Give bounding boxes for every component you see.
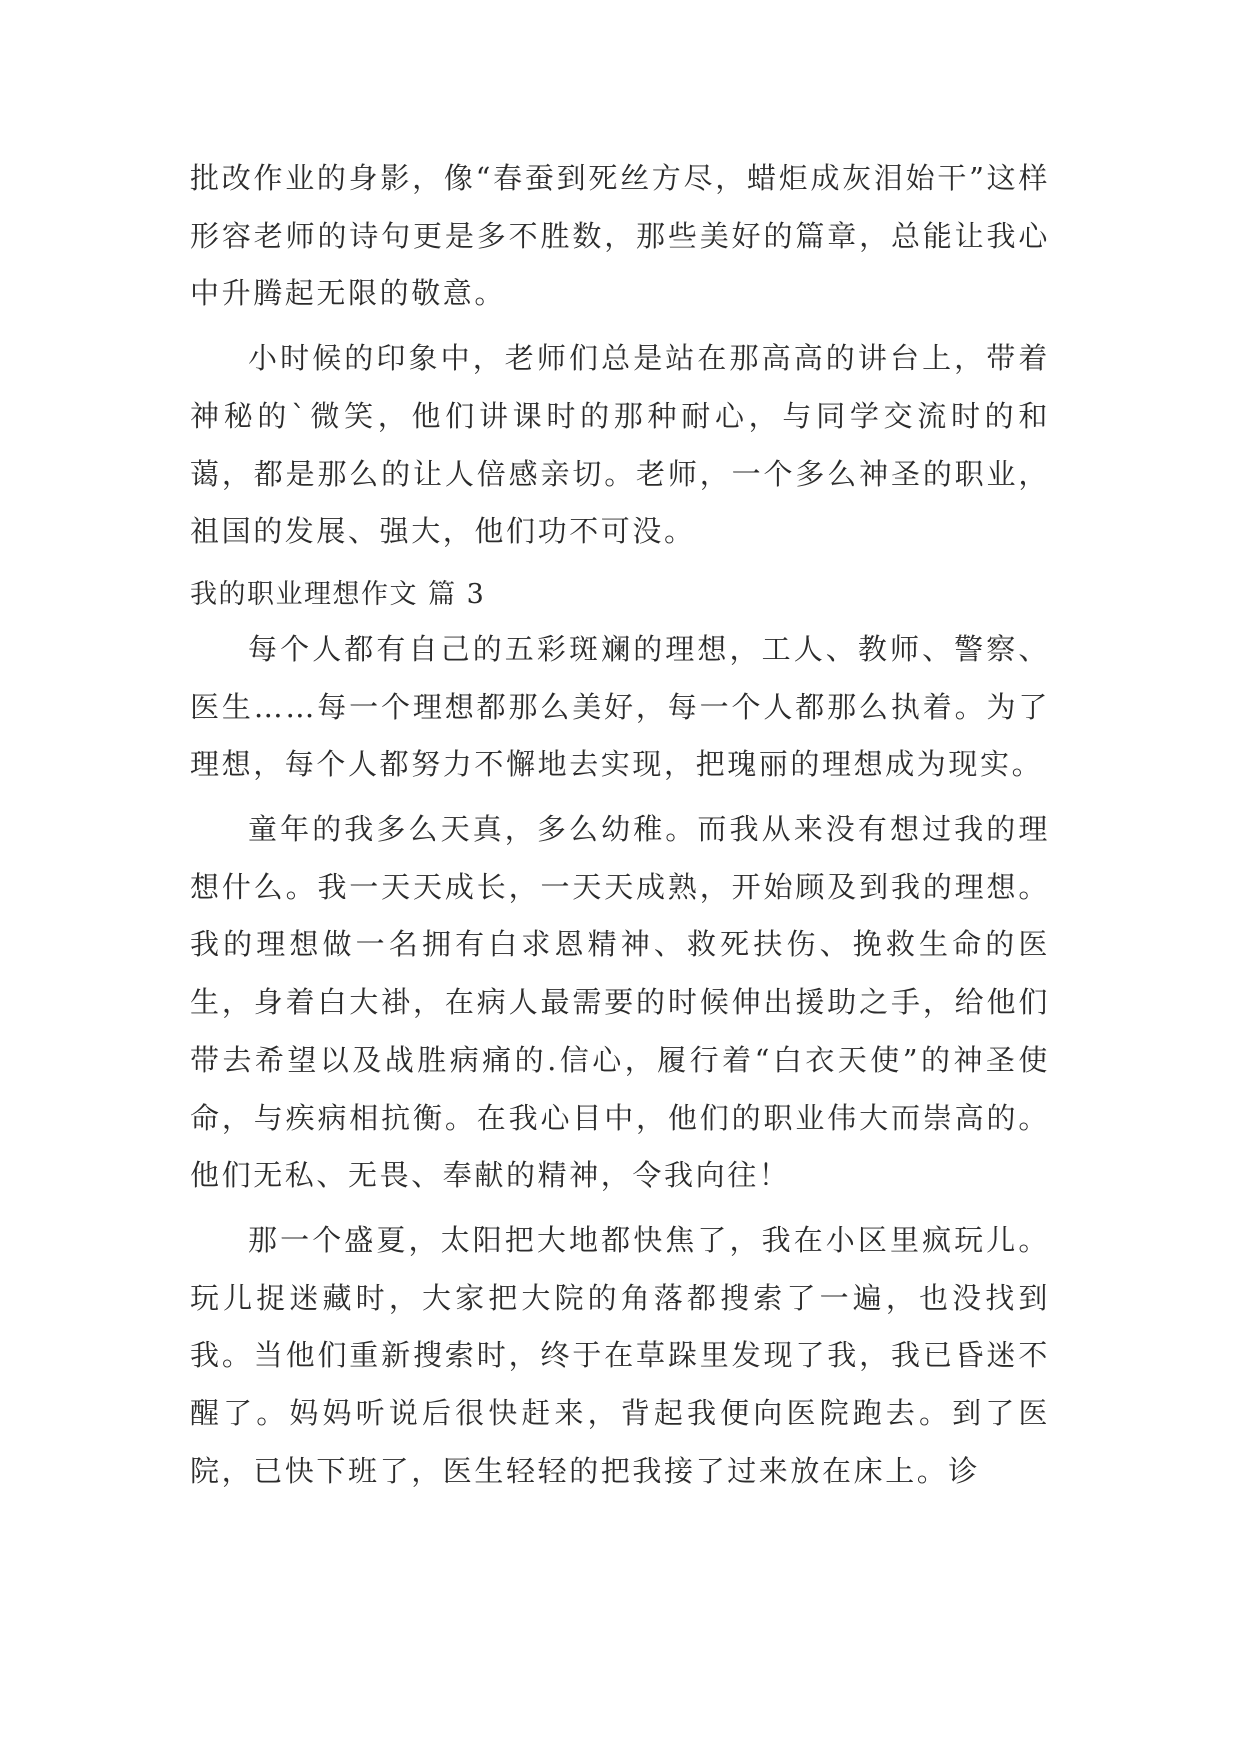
paragraph: 小时候的印象中，老师们总是站在那高高的讲台上，带着神秘的`微笑，他们讲课时的那种耐心，与同学交流时的和蔼，都是那么的让人倍感亲切。老师，一个多么神圣的职业，祖国的发展、强大，他们功不可没。 <box>190 341 1050 549</box>
section-heading: 我的职业理想作文 篇 3 <box>190 578 486 610</box>
document-body <box>190 150 1050 1507</box>
paragraph: 批改作业的身影，像“春蚕到死丝方尽，蜡炬成灰泪始干”这样形容老师的诗句更是多不胜数，那些美好的篇章，总能让我心中升腾起无限的敬意。 <box>190 161 1050 311</box>
paragraph: 那一个盛夏，太阳把大地都快焦了，我在小区里疯玩儿。玩儿捉迷藏时，大家把大院的角落都搜索了一遍，也没找到我。当他们重新搜索时，终于在草跺里发现了我，我已昏迷不醒了。妈妈听说后很快赶来，背起我便向医院跑去。到了医院，已快下班了，医生轻轻的把我接了过来放在床上。诊 <box>190 1222 1050 1488</box>
paragraph: 每个人都有自己的五彩斑斓的理想，工人、教师、警察、医生……每一个理想都那么美好，每一个人都那么执着。为了理想，每个人都努力不懈地去实现，把瑰丽的理想成为现实。 <box>190 631 1050 782</box>
paragraph: 童年的我多么天真，多么幼稚。而我从来没有想过我的理想什么。我一天天成长，一天天成熟，开始顾及到我的理想。我的理想做一名拥有白求恩精神、救死扶伤、挽救生命的医生，身着白大褂，在病人最需要的时候伸出援助之手，给他们带去希望以及战胜病痛的.信心，履行着“白衣天使”的神圣使命，与疾病相抗衡。在我心目中，他们的职业伟大而崇高的。他们无私、无畏、奉献的精神，令我向往！ <box>190 812 1050 1193</box>
